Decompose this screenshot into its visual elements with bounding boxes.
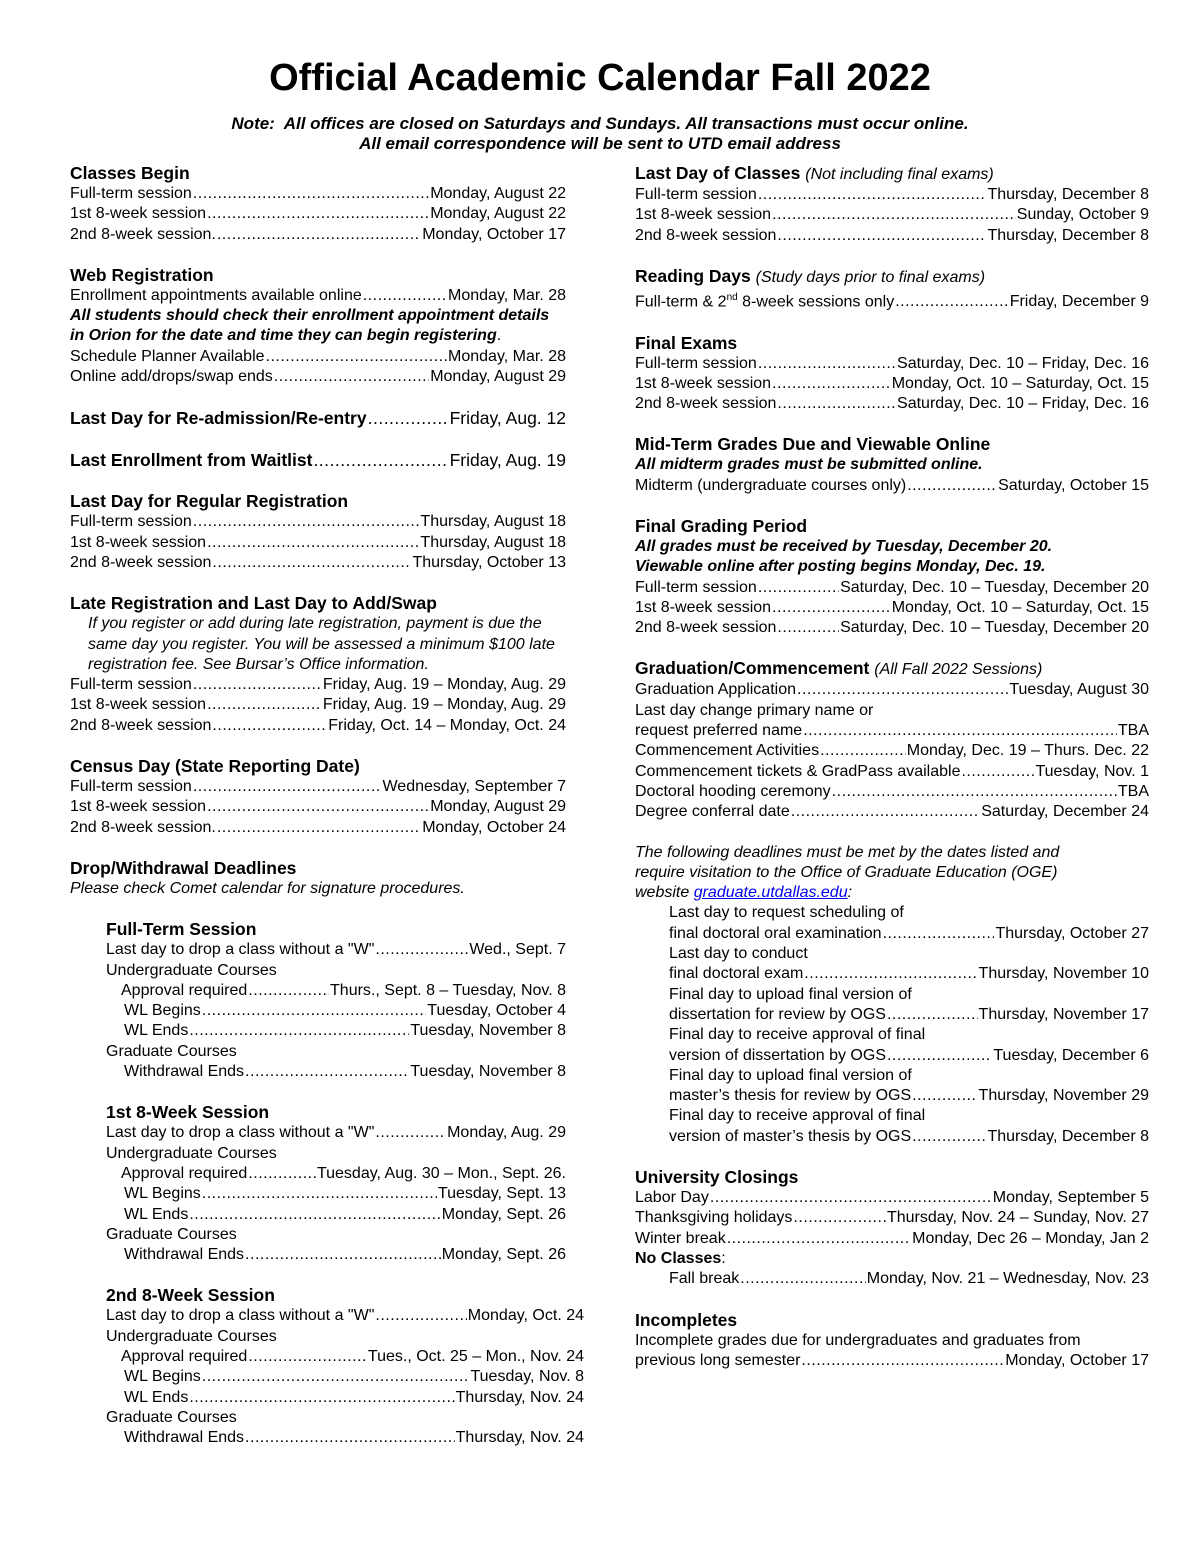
date-row — [106, 1123, 566, 1143]
enrollment-note — [70, 306, 566, 347]
row-label: Commencement tickets & GradPass available — [635, 762, 961, 780]
row-label: Full-term session — [70, 185, 192, 202]
row-label: version of dissertation by OGS — [669, 1046, 886, 1064]
row-date: Tuesday, Nov. 8 — [470, 1368, 584, 1386]
date-row — [669, 1127, 1149, 1147]
row-label: Schedule Planner Available — [70, 347, 265, 365]
row-label: Last day to drop a class without a "W" — [106, 941, 375, 959]
session-heading: 1st 8-Week Session — [106, 1102, 270, 1123]
row-label: Commencement Activities — [635, 742, 820, 760]
section-heading: Mid-Term Grades Due and Viewable Online — [635, 434, 991, 455]
row-date: Thursday, November 10 — [978, 965, 1149, 983]
row-label: Withdrawal Ends — [124, 1429, 245, 1447]
date-row — [106, 981, 566, 1001]
section-classes-begin — [70, 163, 566, 245]
session-full-term — [70, 919, 566, 1082]
date-row — [669, 1046, 1149, 1066]
no-classes-label — [635, 1249, 1149, 1269]
section-university-closings — [635, 1167, 1149, 1289]
enrollment-note-bold: All students should check their enrollment appointment details in Orion for the date and time they can begin registering — [70, 307, 550, 345]
row-label: Last day to drop a class without a "W" — [106, 1307, 375, 1325]
row-label: Last day to drop a class without a "W" — [106, 1124, 375, 1142]
note-label: Note: — [231, 114, 275, 133]
date-row — [70, 184, 566, 204]
enrollment-note-end: . — [496, 327, 502, 345]
date-row — [106, 1388, 584, 1408]
row-date: Saturday, Dec. 10 – Tuesday, December 20 — [840, 619, 1149, 637]
section-regular-registration — [70, 491, 566, 573]
row-date: Monday, August 22 — [430, 205, 566, 223]
section-final-exams — [635, 333, 1149, 415]
label-sup: nd — [726, 291, 738, 303]
date-row — [70, 512, 566, 532]
section-heading: Web Registration — [70, 264, 214, 285]
row-date: Thursday, Nov. 24 — [455, 1388, 584, 1406]
header-note — [0, 114, 1200, 154]
row-label: 2nd 8-week session. — [70, 818, 216, 836]
date-row — [70, 716, 566, 736]
row-date: Monday, Sept. 26 — [441, 1205, 566, 1223]
incompletes-line: Incomplete grades due for undergraduates and graduates from — [635, 1331, 1081, 1349]
date-row — [635, 205, 1149, 225]
no-classes-text: No Classes — [635, 1249, 722, 1267]
date-row — [70, 818, 566, 838]
date-row — [106, 940, 566, 960]
oge-item — [635, 944, 1149, 985]
oge-website-link[interactable]: graduate.utdallas.edu — [693, 884, 848, 902]
row-date: Saturday, October 15 — [998, 476, 1149, 494]
section-census-day — [70, 756, 566, 838]
row-date: Tuesday, November 8 — [410, 1063, 566, 1081]
heading-sub: (Not including final exams) — [805, 166, 994, 183]
date-row — [70, 553, 566, 573]
row-date: Friday, Aug. 19 – Monday, Aug. 29 — [322, 676, 566, 694]
date-row — [669, 924, 1149, 944]
date-row — [70, 204, 566, 224]
date-row — [106, 1245, 566, 1265]
row-date: Saturday, Dec. 10 – Tuesday, December 20 — [840, 578, 1149, 596]
date-row — [635, 1188, 1149, 1208]
row-date: Monday, October 17 — [1005, 1351, 1149, 1369]
date-row — [635, 476, 1149, 496]
date-row — [106, 1367, 584, 1387]
section-reading-days — [635, 266, 1149, 313]
right-column — [635, 163, 1149, 1371]
note-line-2: All email correspondence will be sent to UTD email address — [359, 134, 841, 153]
date-row — [106, 1164, 566, 1184]
row-date: Thursday, December 8 — [987, 226, 1149, 244]
date-row — [635, 1208, 1149, 1228]
row-date: Monday, Aug. 29 — [447, 1124, 566, 1142]
row-label: Degree conferral date — [635, 803, 790, 821]
date-row — [70, 286, 566, 306]
row-date: Wednesday, September 7 — [382, 778, 566, 796]
date-row — [635, 721, 1149, 741]
row-date: Monday, Mar. 28 — [448, 286, 566, 304]
row-label: final doctoral oral examination — [669, 924, 882, 942]
row-label: Fall break — [669, 1270, 740, 1288]
date-row — [106, 1001, 566, 1021]
oge-item-line: Final day to receive approval of final — [669, 1107, 926, 1125]
row-label: Doctoral hooding ceremony — [635, 782, 831, 800]
oge-item — [635, 985, 1149, 1026]
date-row — [635, 288, 1149, 313]
heading-text: Graduation/Commencement — [635, 658, 870, 679]
note-line-1 — [0, 114, 1200, 134]
row-date: Friday, Oct. 14 – Monday, Oct. 24 — [328, 716, 566, 734]
row-label: Withdrawal Ends — [124, 1063, 245, 1081]
row-label: 1st 8-week session — [635, 598, 772, 616]
row-date: Saturday, Dec. 10 – Friday, Dec. 16 — [897, 354, 1149, 372]
row-date: Friday, December 9 — [1009, 293, 1149, 311]
date-row — [635, 802, 1149, 822]
row-date: Monday, Oct. 10 – Saturday, Oct. 15 — [891, 374, 1149, 392]
section-heading: Incompletes — [635, 1309, 738, 1330]
section-last-day-classes — [635, 163, 1149, 246]
section-heading: Final Grading Period — [635, 516, 808, 536]
session-1st-8-week — [70, 1102, 566, 1265]
oge-intro-3 — [635, 883, 1149, 903]
row-date: Monday, Sept. 26 — [441, 1246, 566, 1264]
date-row — [635, 1269, 1149, 1289]
oge-item — [635, 903, 1149, 944]
date-row — [635, 226, 1149, 246]
row-label: 2nd 8-week session. — [70, 225, 216, 243]
row-label — [635, 288, 894, 313]
section-heading: University Closings — [635, 1167, 799, 1188]
session-heading: Full-Term Session — [106, 919, 257, 940]
row-label: Full-term session — [635, 186, 757, 203]
oge-item-line: Final day to upload final version of — [669, 1066, 912, 1084]
no-classes-colon: : — [721, 1249, 726, 1267]
row-date: Monday, Dec 26 – Monday, Jan 2 — [912, 1229, 1149, 1247]
left-column — [70, 163, 584, 1448]
date-row — [106, 1062, 566, 1082]
row-label: Full-term session — [635, 578, 757, 596]
oge-item — [635, 1025, 1149, 1066]
row-date: Monday, Dec. 19 – Thurs. Dec. 22 — [906, 742, 1149, 760]
row-label: WL Ends — [124, 1388, 189, 1406]
date-row — [70, 367, 566, 387]
label-post: 8-week sessions only — [737, 293, 895, 311]
row-label: Online add/drops/swap ends — [70, 368, 273, 386]
date-row — [635, 618, 1149, 638]
row-date: Tues., Oct. 25 – Mon., Nov. 24 — [367, 1347, 584, 1365]
name-change-line: Last day change primary name or — [635, 701, 874, 719]
section-graduation — [635, 658, 1149, 822]
date-row — [669, 1086, 1149, 1106]
row-label: 2nd 8-week session — [635, 619, 777, 637]
row-date: Monday, October 24 — [422, 818, 566, 836]
row-label: Last Enrollment from Waitlist — [70, 450, 313, 471]
row-date: Monday, Oct. 24 — [467, 1307, 584, 1325]
date-row — [635, 741, 1149, 761]
grading-note-1: All grades must be received by Tuesday, December 20. — [635, 538, 1053, 555]
row-label: 1st 8-week session — [70, 205, 207, 223]
row-label: 1st 8-week session — [70, 798, 207, 816]
row-label: Full-term session — [635, 354, 757, 372]
section-oge-deadlines — [635, 843, 1149, 1147]
row-date: TBA — [1117, 782, 1149, 800]
oge-item — [635, 1066, 1149, 1107]
drop-note: Please check Comet calendar for signature procedures. — [70, 879, 465, 897]
row-label: WL Begins — [124, 1002, 201, 1020]
date-row — [635, 598, 1149, 618]
date-row — [635, 680, 1149, 700]
row-date: Saturday, Dec. 10 – Friday, Dec. 16 — [897, 395, 1149, 413]
row-date: Monday, August 29 — [430, 798, 566, 816]
row-date: Saturday, December 24 — [981, 803, 1149, 821]
row-date: Tuesday, Aug. 30 – Mon., Sept. 26. — [316, 1164, 566, 1182]
row-label: Full-term session — [70, 513, 192, 531]
row-label: Graduation Application — [635, 681, 796, 699]
row-label: Midterm (undergraduate courses only) — [635, 476, 907, 494]
date-row — [106, 1184, 566, 1204]
section-late-registration — [70, 593, 566, 736]
section-heading — [635, 658, 1149, 680]
section-heading: Last Day for Regular Registration — [70, 491, 349, 512]
row-label: Winter break — [635, 1229, 726, 1247]
date-row — [635, 374, 1149, 394]
heading-text: Last Day of Classes — [635, 163, 801, 183]
row-label: 2nd 8-week session — [635, 395, 777, 413]
course-type: Graduate Courses — [106, 1408, 237, 1426]
row-label: Approval required — [121, 1164, 248, 1182]
grading-note-2: Viewable online after posting begins Monday, Dec. 19. — [635, 558, 1046, 576]
row-label: WL Ends — [124, 1022, 189, 1040]
section-heading: Census Day (State Reporting Date) — [70, 756, 360, 777]
row-date: Thursday, November 29 — [978, 1087, 1149, 1105]
row-label: WL Begins — [124, 1368, 201, 1386]
row-label: 1st 8-week session — [70, 533, 207, 551]
row-label: dissertation for review by OGS — [669, 1005, 886, 1023]
date-row — [106, 1205, 566, 1225]
row-label: WL Begins — [124, 1185, 201, 1203]
date-row — [635, 762, 1149, 782]
row-label: WL Ends — [124, 1205, 189, 1223]
section-midterm-grades — [635, 434, 1149, 496]
row-label: 2nd 8-week session — [635, 226, 777, 244]
date-row — [70, 347, 566, 367]
row-date: Monday, August 22 — [430, 185, 566, 202]
label-pre: Full-term & 2 — [635, 293, 727, 311]
row-date: Monday, September 5 — [992, 1189, 1149, 1207]
row-date: Monday, October 17 — [422, 225, 566, 243]
date-row — [635, 354, 1149, 374]
row-label: Approval required — [121, 981, 248, 999]
course-type: Undergraduate Courses — [106, 961, 277, 979]
row-date: Friday, Aug. 19 – Monday, Aug. 29 — [322, 696, 566, 714]
date-row — [70, 533, 566, 553]
oge-item — [635, 1106, 1149, 1147]
oge-item-line: Final day to upload final version of — [669, 985, 912, 1003]
section-drop-withdrawal — [70, 857, 584, 1449]
course-type: Graduate Courses — [106, 1225, 237, 1243]
section-web-registration — [70, 265, 566, 387]
row-date: Monday, August 29 — [430, 368, 566, 386]
section-heading: Classes Begin — [70, 163, 190, 183]
row-label: Labor Day — [635, 1189, 709, 1207]
section-waitlist — [70, 449, 566, 471]
row-date: Thursday, December 8 — [987, 1127, 1149, 1145]
course-type: Graduate Courses — [106, 1042, 237, 1060]
row-date: Tuesday, December 6 — [993, 1046, 1149, 1064]
heading-sub: (All Fall 2022 Sessions) — [874, 661, 1043, 679]
course-type: Undergraduate Courses — [106, 1327, 277, 1345]
row-date: TBA — [1117, 722, 1149, 740]
row-label: Last Day for Re-admission/Re-entry — [70, 408, 367, 429]
section-final-grading — [635, 516, 1149, 638]
date-row — [70, 695, 566, 715]
row-date: Thursday, October 27 — [995, 924, 1149, 942]
heading-text: Reading Days — [635, 265, 751, 286]
row-label: Withdrawal Ends — [124, 1246, 245, 1264]
date-row — [635, 782, 1149, 802]
section-incompletes — [635, 1310, 1149, 1372]
midterm-note: All midterm grades must be submitted online. — [635, 456, 983, 474]
section-readmission — [70, 407, 566, 429]
row-label: 1st 8-week session — [70, 696, 207, 714]
note-text-1: All offices are closed on Saturdays and Sundays. All transactions must occur online. — [283, 114, 969, 133]
row-date: Thursday, August 18 — [420, 533, 566, 551]
row-date: Wed., Sept. 7 — [469, 941, 566, 959]
date-row — [635, 1351, 1149, 1371]
section-heading: Final Exams — [635, 332, 738, 353]
row-label: master’s thesis for review by OGS — [669, 1087, 912, 1105]
row-label: version of master’s thesis by OGS — [669, 1127, 912, 1145]
row-date: Thursday, Nov. 24 — [455, 1429, 584, 1447]
date-row — [635, 1229, 1149, 1249]
oge-website-label: website — [635, 884, 690, 902]
oge-item-line: Last day to request scheduling of — [669, 904, 904, 922]
session-heading: 2nd 8-Week Session — [106, 1285, 275, 1306]
date-row — [70, 797, 566, 817]
row-date: Monday, Mar. 28 — [448, 347, 566, 365]
course-type: Undergraduate Courses — [106, 1144, 277, 1162]
heading-sub: (Study days prior to final exams) — [755, 268, 986, 286]
row-date: Tuesday, August 30 — [1009, 681, 1149, 699]
row-label: Approval required — [121, 1347, 248, 1365]
row-date: Thursday, October 13 — [412, 553, 566, 571]
date-row — [70, 225, 566, 245]
date-row — [635, 185, 1149, 205]
oge-intro-1: The following deadlines must be met by the dates listed and — [635, 843, 1060, 861]
late-registration-note: If you register or add during late registration, payment is due the same day you register. You will be assessed a minimum $100 late registration fee. See Bursar’s Office information. — [88, 615, 555, 673]
row-label: previous long semester — [635, 1351, 801, 1369]
date-row — [106, 1021, 566, 1041]
row-date: Friday, Aug. 12 — [449, 408, 566, 429]
row-date: Tuesday, Nov. 1 — [1035, 762, 1149, 780]
row-date: Thurs., Sept. 8 – Tuesday, Nov. 8 — [330, 981, 566, 999]
date-row — [635, 578, 1149, 598]
oge-item-line: Last day to conduct — [669, 945, 808, 963]
row-date: Tuesday, November 8 — [410, 1022, 566, 1040]
session-2nd-8-week — [70, 1285, 584, 1448]
row-date: Monday, Oct. 10 – Saturday, Oct. 15 — [891, 598, 1149, 616]
row-date: Thursday, Nov. 24 – Sunday, Nov. 27 — [886, 1209, 1149, 1227]
section-heading: Late Registration and Last Day to Add/Swap — [70, 593, 437, 614]
row-date: Tuesday, Sept. 13 — [437, 1185, 566, 1203]
row-date: Thursday, November 17 — [978, 1005, 1149, 1023]
row-label: Thanksgiving holidays — [635, 1209, 793, 1227]
date-row — [106, 1306, 584, 1326]
date-row — [70, 777, 566, 797]
row-label: 2nd 8-week session — [70, 716, 212, 734]
row-date: Monday, Nov. 21 – Wednesday, Nov. 23 — [866, 1270, 1149, 1288]
row-label: request preferred name — [635, 722, 803, 740]
row-label: 1st 8-week session — [635, 374, 772, 392]
row-date: Friday, Aug. 19 — [449, 450, 566, 471]
row-label: Enrollment appointments available online — [70, 286, 362, 304]
date-row — [635, 394, 1149, 414]
row-label: Full-term session — [70, 778, 192, 796]
row-label: final doctoral exam — [669, 965, 804, 983]
date-row — [669, 964, 1149, 984]
oge-item-line: Final day to receive approval of final — [669, 1026, 926, 1044]
row-date: Thursday, December 8 — [987, 186, 1149, 203]
row-label: 2nd 8-week session — [70, 553, 212, 571]
row-date: Tuesday, October 4 — [427, 1002, 566, 1020]
row-label: Full-term session — [70, 676, 192, 694]
row-date: Sunday, October 9 — [1016, 206, 1149, 224]
date-row — [106, 1428, 584, 1448]
oge-intro-2: require visitation to the Office of Graduate Education (OGE) — [635, 863, 1058, 881]
section-heading: Drop/Withdrawal Deadlines — [70, 857, 297, 878]
row-date: Thursday, August 18 — [420, 513, 566, 531]
section-heading — [635, 163, 1149, 185]
page-title: Official Academic Calendar Fall 2022 — [269, 57, 931, 99]
section-heading — [635, 266, 1149, 288]
date-row — [106, 1347, 584, 1367]
date-row — [669, 1005, 1149, 1025]
oge-intro-colon: : — [847, 884, 853, 902]
date-row — [70, 675, 566, 695]
row-label: 1st 8-week session — [635, 206, 772, 224]
